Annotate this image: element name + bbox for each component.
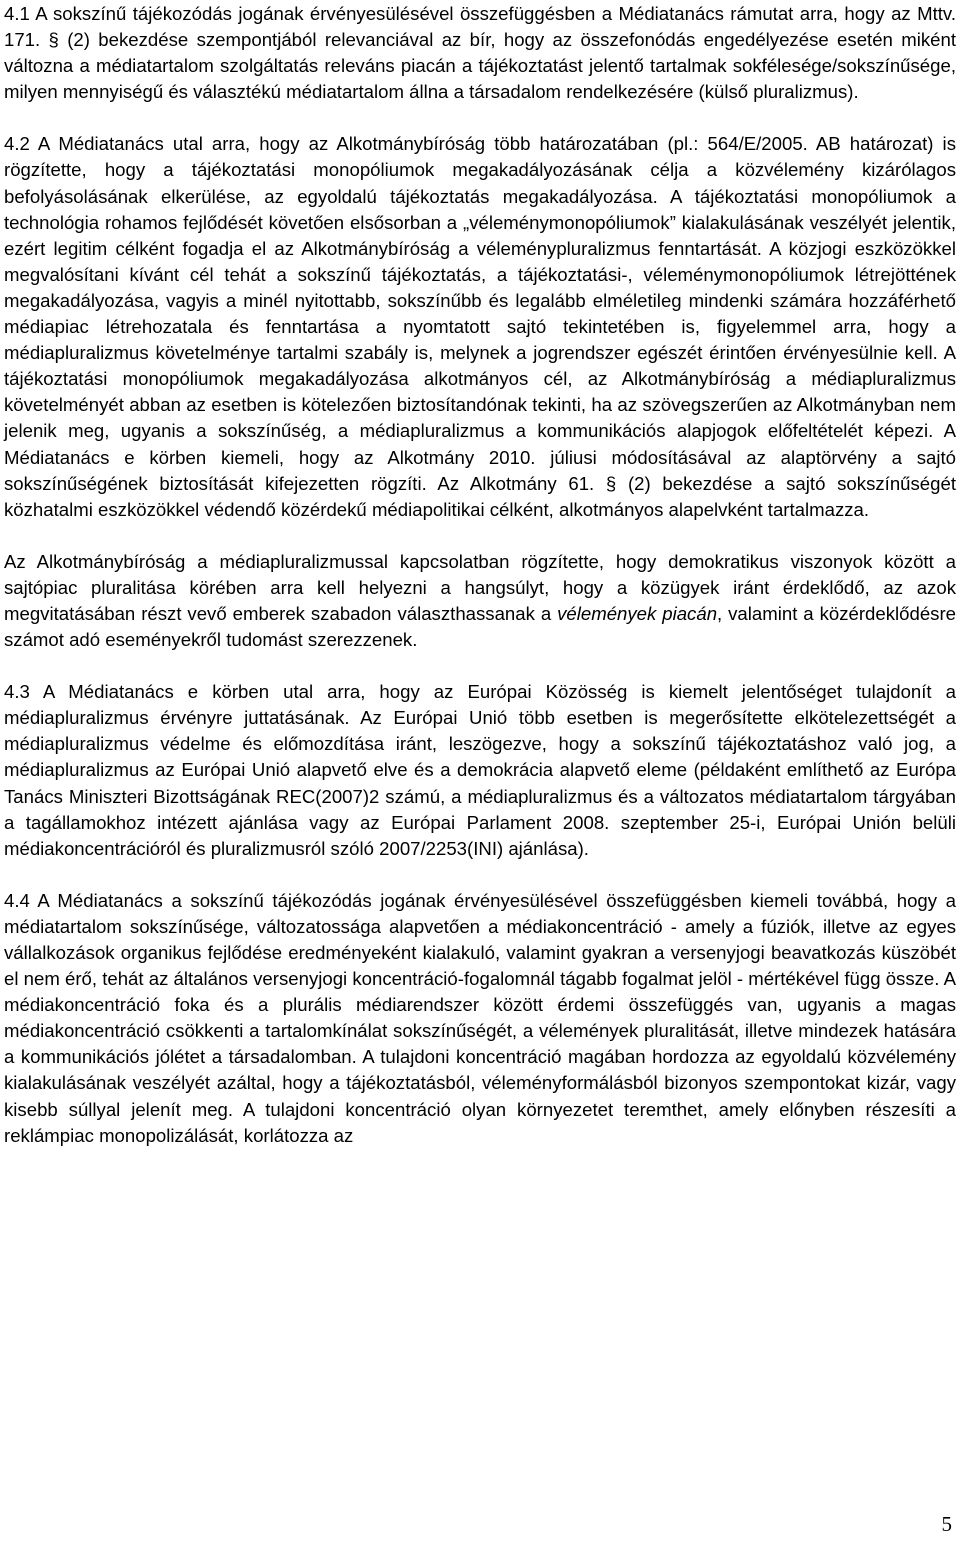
paragraph-text-after-emphasis: , valamint a közérdeklődésre számot adó eseményekről tudomást szerezzenek.	[4, 602, 956, 651]
paragraph-4-1: 4.1 A sokszínű tájékozódás jogának érvényesülésével összefüggésben a Médiatanács rámutat arra, hogy az Mttv. 171. § (2) bekezdése szempontjából relevanciával az bír, hogy az összefonódás engedélyezése esetén miként változna a médiatartalom szolgáltatás releváns piacán a tájékoztatást jelentő tartalmak sokfélesége/sokszínűsége, milyen mennyiségű és választékú médiatartalom állna a társadalom rendelkezésére (külső pluralizmus).	[4, 3, 956, 103]
paragraph-gap	[4, 523, 956, 549]
paragraph-4-2-continuation	[4, 549, 956, 653]
paragraph-4-4: 4.4 A Médiatanács a sokszínű tájékozódás jogának érvényesülésével összefüggésben kiemeli továbbá, hogy a médiatartalom sokszínűsége, változatossága alapvetően a médiakoncentráció - amely a fúziók, illetve az egyes vállalkozások organikus fejlődése eredményeként kialakuló, valamint gyakran a versenyjogi beavatkozás küszöbét el nem érő, tehát az általános versenyjogi koncentráció-fogalomnál tágabb fogalmat jelöl - mértékével függ össze. A médiakoncentráció foka és a plurális médiarendszer között érdemi összefüggés van, ugyanis a magas médiakoncentráció csökkenti a tartalomkínálat sokszínűségét, a vélemények pluralitását, illetve mindezek hatására a kommunikációs jólétet a társadalomban. A tulajdoni koncentráció magában hordozza az egyoldalú közvélemény kialakulásának veszélyét azáltal, hogy a tájékoztatásból, véleményformálásból bizonyos szempontokat kizár, vagy kisebb súllyal jelenít meg. A tulajdoni koncentráció olyan környezetet teremthet, amely előnyben részesíti a reklámpiac monopolizálását, korlátozza az	[4, 889, 956, 1146]
paragraph-gap	[4, 653, 956, 679]
paragraph-4-3: 4.3 A Médiatanács e körben utal arra, hogy az Európai Közösség is kiemelt jelentőséget tulajdonít a médiapluralizmus érvényre juttatásának. Az Európai Unió több esetben is megerősítette elkötelezettségét a médiapluralizmus védelme és előmozdítása iránt, leszögezve, hogy a sokszínű tájékoztatáshoz való jog, a médiapluralizmus az Európai Unió alapvető elve és a demokrácia alapvető eleme (példaként említhető az Európa Tanács Miniszteri Bizottságának REC(2007)2 számú, a médiapluralizmus és a változatos médiatartalom tárgyában a tagállamokhoz intézett ajánlása vagy az Európai Parlament 2008. szeptember 25-i, Európai Unión belüli médiakoncentrációról és pluralizmusról szóló 2007/2253(INI) ajánlása).	[4, 681, 956, 859]
emphasized-phrase: vélemények piacán	[557, 602, 718, 624]
paragraph-gap	[4, 105, 956, 131]
document-page	[4, 1, 956, 1149]
paragraph-gap	[4, 862, 956, 888]
page-number: 5	[941, 1512, 952, 1536]
paragraph-4-2: 4.2 A Médiatanács utal arra, hogy az Alkotmánybíróság több határozatában (pl.: 564/E/2005. AB határozat) is rögzítette, hogy a tájékoztatási monopóliumok megakadályozásának célja a közvélemény kizárólagos befolyásolásának elkerülése, az egyoldalú tájékoztatás megakadályozása. A tájékoztatási monopóliumok a technológia rohamos fejlődését követően elsősorban a „véleménymonopóliumok” kialakulásának veszélyét jelentik, ezért legitim célként fogadja el az Alkotmánybíróság a véleménypluralizmus fenntartását. A közjogi eszközökkel megvalósítani kívánt cél tehát a sokszínű tájékoztatás, a tájékoztatási-, véleménymonopóliumok létrejöttének megakadályozása, vagyis a minél nyitottabb, sokszínűbb és legalább elméletileg mindenki számára hozzáférhető médiapiac létrehozatala és fenntartása a nyomtatott sajtó tekintetében is, figyelemmel arra, hogy a médiapluralizmus követelménye tartalmi szabály is, melynek a jogrendszer egészét érintően érvényesülnie kell. A tájékoztatási monopóliumok megakadályozása alkotmányos cél, az Alkotmánybíróság a médiapluralizmus követelményét abban az esetben is kötelezően biztosítandónak tekinti, ha az szövegszerűen az Alkotmányban nem jelenik meg, ugyanis a sokszínűség, a médiapluralizmus a kommunikációs alapjogok előfeltételét képezi. A Médiatanács e körben kiemeli, hogy az Alkotmány 2010. júliusi módosításával az alaptörvény a sajtó sokszínűségének biztosítását kifejezetten rögzíti. Az Alkotmány 61. § (2) bekezdése a sajtó sokszínűségét közhatalmi eszközökkel védendő közérdekű médiapolitikai célként, alkotmányos alapelvként tartalmazza.	[4, 133, 956, 520]
paragraph-text-before-emphasis: Az Alkotmánybíróság a médiapluralizmussal kapcsolatban rögzítette, hogy demokratikus viszonyok között a sajtópiac pluralitása körében arra kell helyezni a hangsúlyt, hogy a közügyek iránt érdeklődő, az azok megvitatásában részt vevő emberek szabadon választhassanak a	[4, 550, 956, 624]
